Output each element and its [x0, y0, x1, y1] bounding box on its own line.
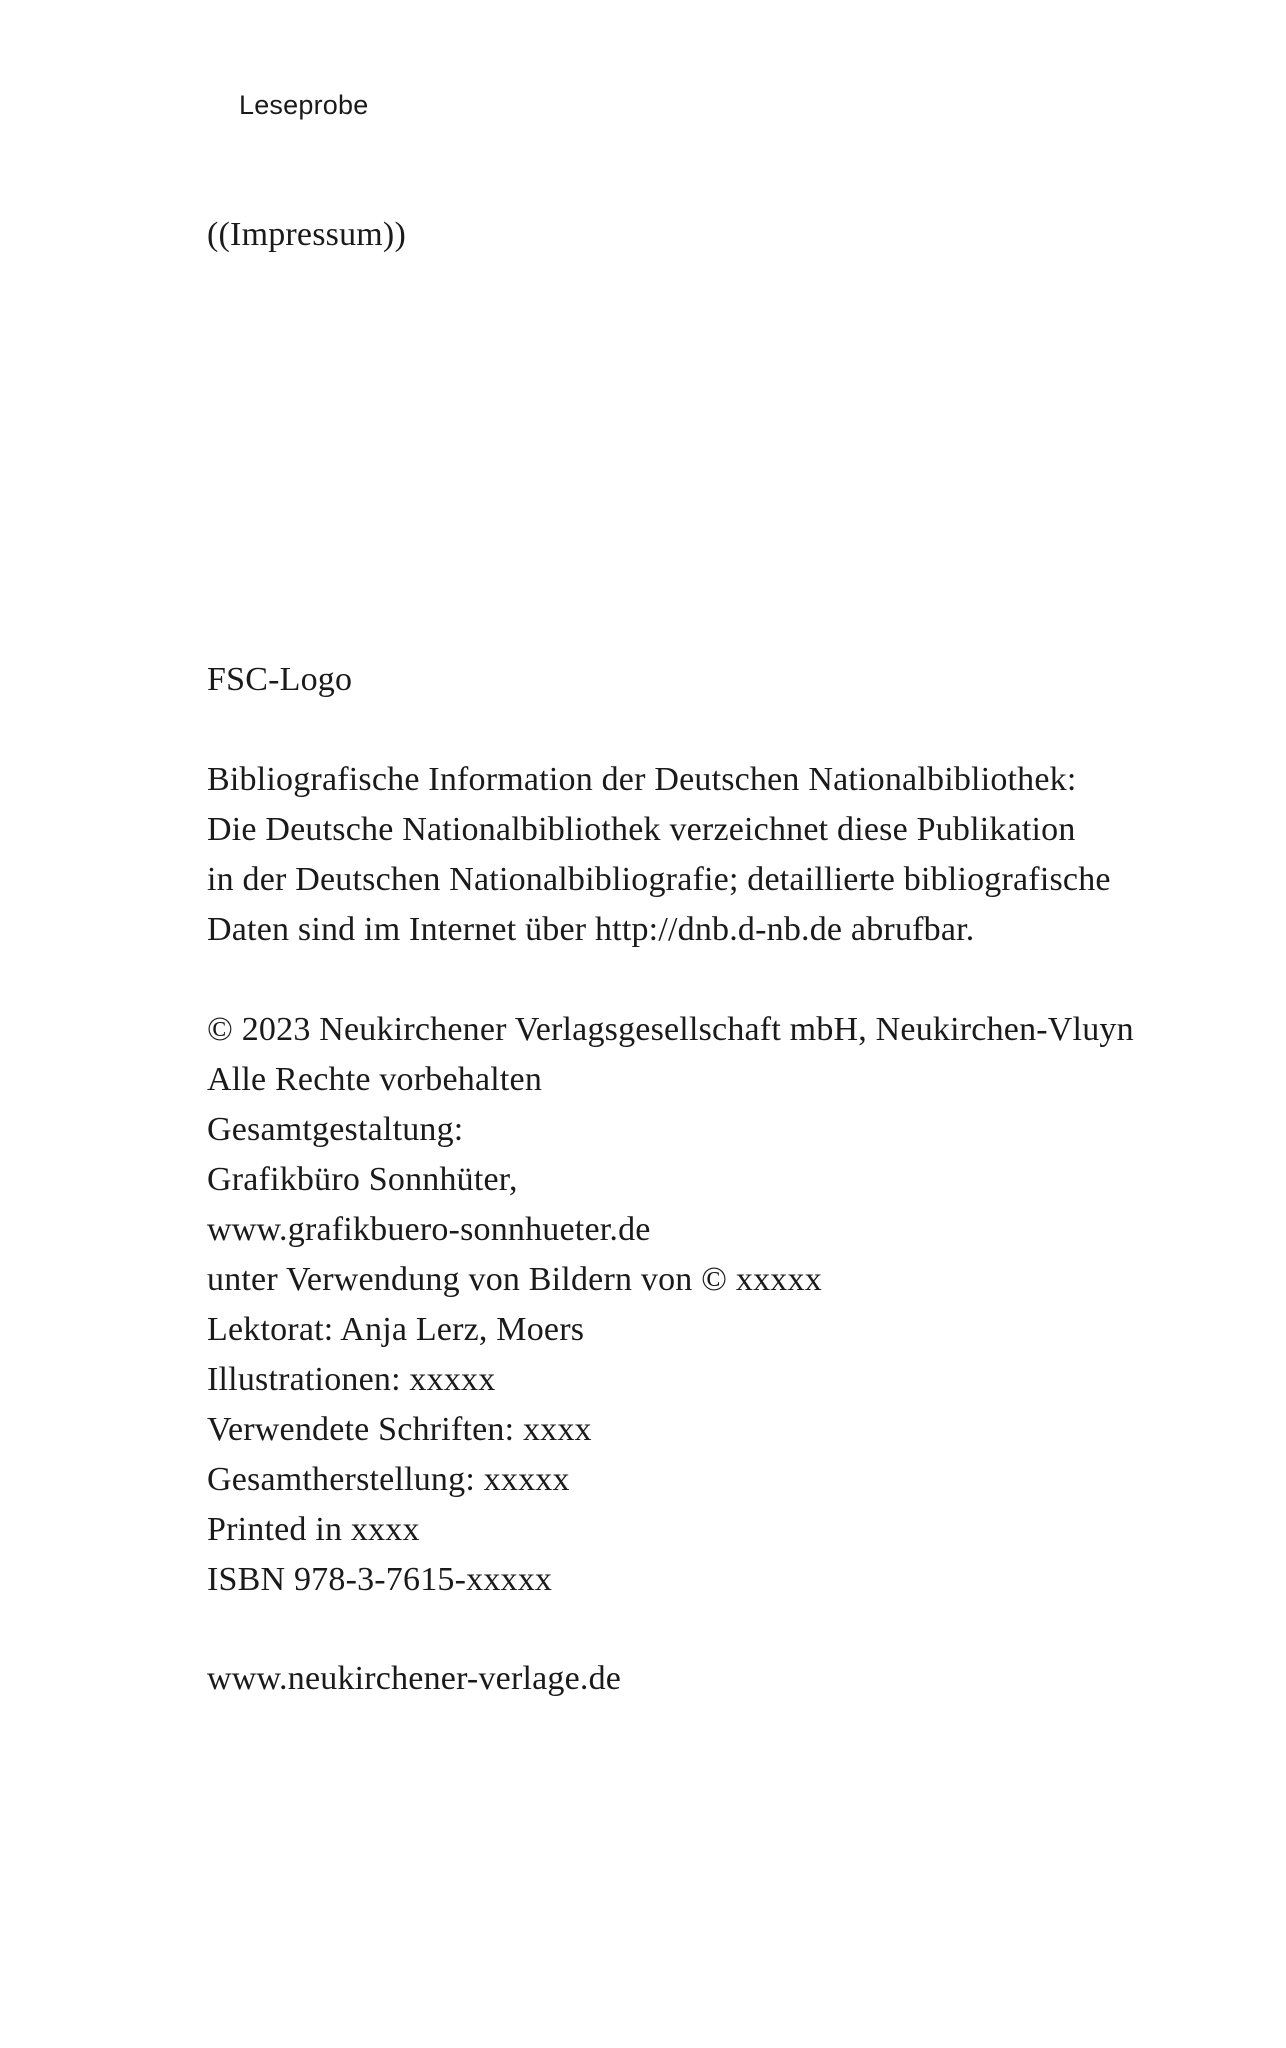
fonts-line: Verwendete Schriften: xxxx [207, 1411, 592, 1448]
design-studio-website: www.grafikbuero-sonnhueter.de [207, 1211, 651, 1248]
impressum-heading-text: ((Impressum)) [207, 216, 406, 253]
biblio-line: in der Deutschen Nationalbibliografie; detaillierte bibliografische [207, 861, 1111, 898]
biblio-line: Die Deutsche Nationalbibliothek verzeichnet diese Publikation [207, 811, 1076, 848]
fsc-logo-placeholder [207, 655, 1207, 705]
illustrations-line: Illustrationen: xxxxx [207, 1361, 496, 1398]
image-credits: unter Verwendung von Bildern von © xxxxx [207, 1261, 822, 1298]
design-label: Gesamtgestaltung: [207, 1111, 464, 1148]
impressum-heading [207, 210, 1207, 260]
production-line: Gesamtherstellung: xxxxx [207, 1461, 570, 1498]
biblio-line: Daten sind im Internet über http://dnb.d-nb.de abrufbar. [207, 911, 975, 948]
rights-line: Alle Rechte vorbehalten [207, 1061, 543, 1098]
editor-line: Lektorat: Anja Lerz, Moers [207, 1311, 585, 1348]
publisher-website-text: www.neukirchener-verlage.de [207, 1660, 622, 1697]
isbn-line: ISBN 978-3-7615-xxxxx [207, 1561, 553, 1598]
printed-in-line: Printed in xxxx [207, 1511, 420, 1548]
fsc-logo-text: FSC-Logo [207, 661, 353, 698]
biblio-line: Bibliografische Information der Deutschen Nationalbibliothek: [207, 761, 1077, 798]
publisher-website [207, 1654, 1207, 1704]
copyright-block [207, 1005, 1207, 1605]
copyright-line: © 2023 Neukirchener Verlagsgesellschaft mbH, Neukirchen-Vluyn [207, 1011, 1134, 1048]
leseprobe-label: Leseprobe [239, 90, 369, 120]
bibliographic-information [207, 755, 1207, 955]
design-studio: Grafikbüro Sonnhüter, [207, 1161, 518, 1198]
